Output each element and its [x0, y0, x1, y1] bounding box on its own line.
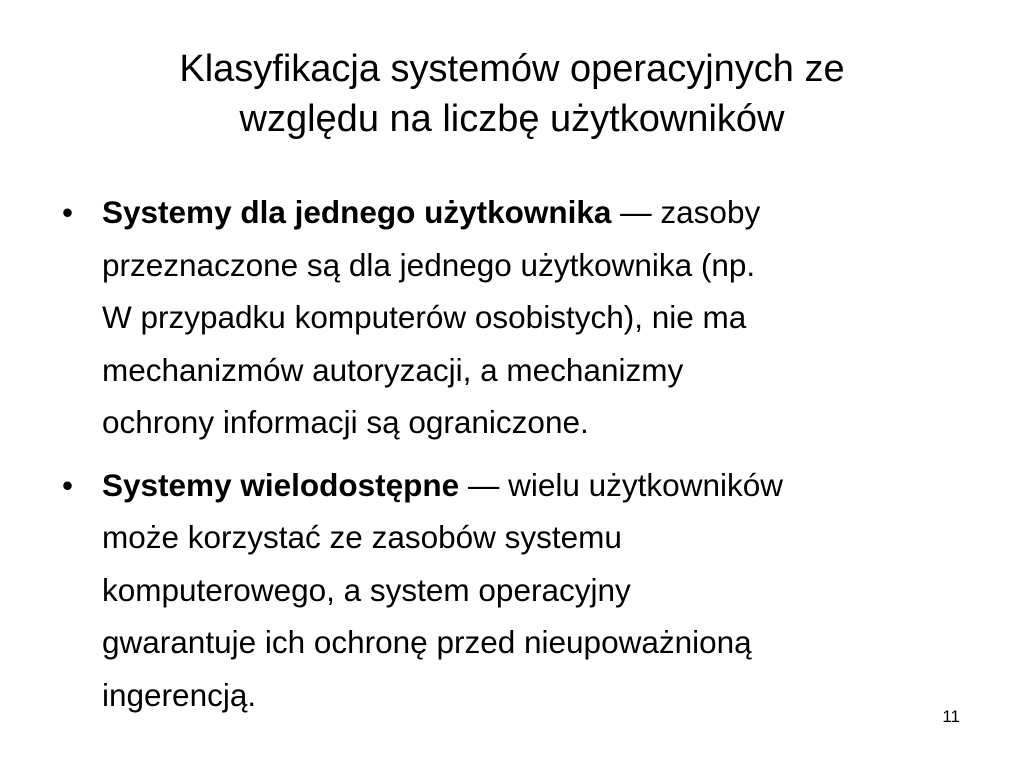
bullet-text: — wielu użytkowników [459, 466, 783, 503]
bullet-term: Systemy dla jednego użytkownika [102, 194, 612, 230]
bullet-line: mechanizmów autoryzacji, a mechanizmy [102, 351, 684, 388]
bullet-line: może korzystać ze zasobów systemu [102, 519, 622, 555]
bullet-marker: • [62, 466, 74, 503]
bullet-line: przeznaczone są dla jednego użytkownika (np. [102, 246, 756, 283]
bullet-list [62, 186, 982, 721]
bullet-line [102, 186, 982, 239]
bullet-line: gwarantuje ich ochronę przed nieupoważnioną [102, 624, 752, 660]
slide-title [40, 44, 984, 144]
bullet-text: — zasoby [611, 194, 761, 230]
bullet-item-multi-user [62, 459, 982, 722]
bullet-line: komputerowego, a system operacyjny [102, 571, 631, 608]
bullet-item-single-user [62, 186, 982, 449]
page-number: 11 [942, 707, 960, 726]
bullet-line: W przypadku komputerów osobistych), nie ma [102, 299, 747, 335]
slide-title-line-1: Klasyfikacja systemów operacyjnych ze [179, 48, 845, 90]
bullet-line [102, 459, 982, 512]
bullet-marker: • [62, 194, 74, 230]
slide-title-line-2: względu na liczbę użytkowników [239, 98, 785, 140]
bullet-line: ochrony informacji są ograniczone. [102, 404, 589, 440]
bullet-line: ingerencją. [102, 676, 257, 713]
bullet-term: Systemy wielodostępne [102, 466, 460, 503]
